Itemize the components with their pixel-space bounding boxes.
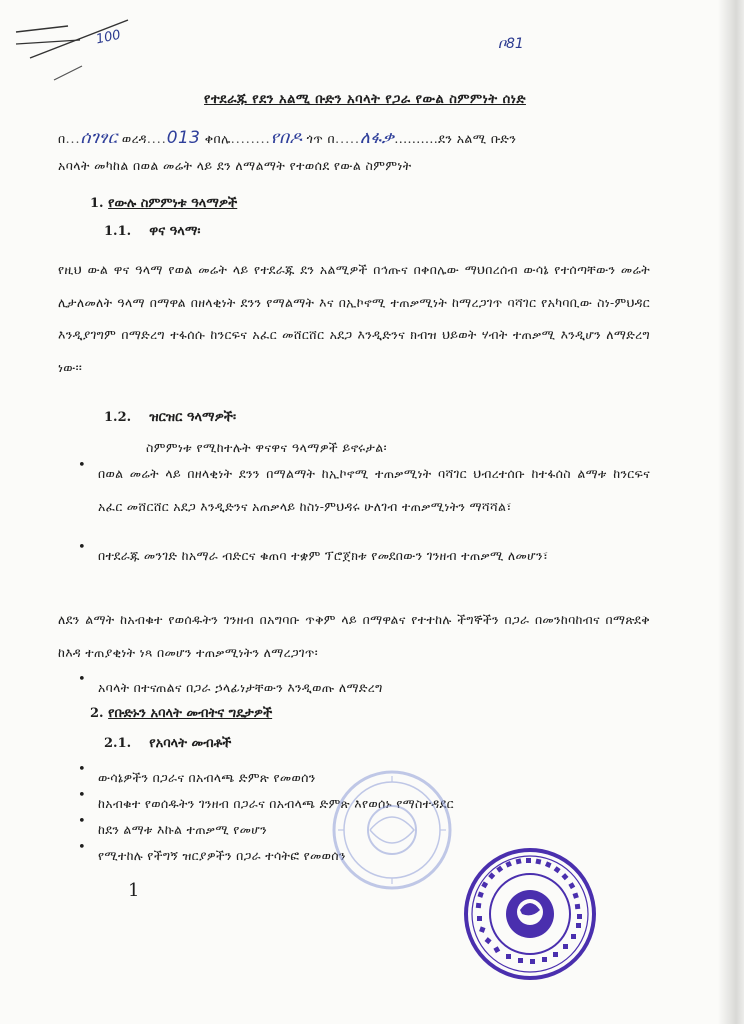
handwritten-fill-got: ለፋቃ: [360, 128, 395, 148]
dots: ....: [146, 131, 167, 146]
section-title: የውሉ ስምምነቱ ዓላማዎች: [108, 196, 238, 211]
bullet-text: የሚተከሉ የችግኝ ዝርያዎችን በጋራ ተሳትፎ የመወሰን: [98, 848, 346, 863]
subsection-1-2-heading: [104, 410, 236, 425]
loan-paragraph: ለደን ልማት ከአብቁተ የወሰዱትን ገንዘብ በአግባቡ ጥቅም ላይ በማዋልና የተተከሉ ችግኞችን በጋራ በመንከባከብና በማጽደቅ ከእዳ ተጠያቂነት ነጻ በመሆን ተጠቃሚነትን ለማረጋገጥ፡: [58, 612, 650, 660]
list-item: • ከደን ልማቱ እኩል ተጠቃሚ የመሆን: [98, 814, 618, 847]
subsection-title: የአባላት መብቶች: [149, 736, 232, 751]
subsection-1-1-heading: [104, 224, 200, 239]
bullet-text: ከአብቁተ የወሰዱትን ገንዘብ በጋራና በአብላጫ ድምጽ እየወሰኑ የማስተዳደር: [98, 796, 454, 811]
subsection-title: ዝርዝር ዓላማዎች፡: [149, 410, 237, 425]
handwritten-fill-woreda: ሰገፃር: [80, 128, 118, 148]
list-item: • ከአብቁተ የወሰዱትን ገንዘብ በጋራና በአብላጫ ድምጽ እየወሰኑ የማስተዳደር: [98, 788, 618, 821]
detailed-objectives-intro: ስምምነቱ የሚከተሉት ዋናዋና ዓላማዎች ይኖሩታል፡: [146, 440, 387, 455]
official-stamp: [462, 846, 598, 982]
intro-text: ወረዳ: [121, 131, 147, 146]
section-1-heading: [90, 196, 237, 211]
handwritten-reference: ቦ81: [498, 36, 524, 52]
intro-line-2: አባላት መካከል በወል መሬት ላይ ደን ለማልማት የተወሰደ የውል ስምምነት: [58, 158, 412, 173]
section-2-heading: [90, 706, 272, 721]
bullet-text: ከደን ልማቱ እኩል ተጠቃሚ የመሆን: [98, 822, 267, 837]
bullet-text: አባላት በተናጠልና በጋራ ኃላፊነታቸውን እንዲወጡ ለማድረግ: [98, 680, 383, 695]
subsection-2-1-heading: [104, 736, 231, 751]
dots: ........: [230, 131, 271, 146]
intro-line-1: [58, 128, 516, 148]
intro-text: በ: [58, 131, 66, 146]
faded-stamp: [330, 768, 454, 892]
pen-scribble: [10, 10, 160, 90]
bullet-text: ውሳኔዎችን በጋራና በአብላጫ ድምጽ የመወሰን: [98, 770, 316, 785]
subsection-number: 1.1.: [104, 224, 132, 239]
list-item: • የሚተከሉ የችግኝ ዝርያዎችን በጋራ ተሳትፎ የመወሰን: [98, 840, 618, 873]
subsection-number: 2.1.: [104, 736, 132, 751]
list-item: • በወል መሬት ላይ በዘላቂነት ደንን በማልማት ከኢኮኖሚ ተጠቃሚነት ባሻገር ህብረተሰቡ ከተፋሰስ ልማቱ ከንርፍና አፈር መሸርሸር አደጋ እንዲድንና አጠቃላይ ከስነ-ምህዳሩ ሁለገብ ተጠቃሚነትን ማሻሻል፣: [98, 458, 650, 523]
bullet-text: በተደራጁ መንገድ ከአማራ ብድርና ቁጠባ ተቋም ፕሮጀክቱ የመደበውን ገንዘብ ተጠቃሚ ለመሆን፣: [98, 548, 549, 563]
handwritten-fill-kebele: የበዶ: [270, 128, 303, 148]
list-item: • ውሳኔዎችን በጋራና በአብላጫ ድምጽ የመወሰን: [98, 762, 618, 795]
section-number: 2.: [90, 706, 104, 721]
main-objective-paragraph: የዚህ ውል ዋና ዓላማ የወል መሬት ላይ የተደራጁ ደን አልሚዎች በኅጡና በቀበሌው ማህበረሰብ ውሳኔ የተሰጣቸውን መሬት ሊታለመለት ዓላማ በማዋል በዘላቂነት ደንን የማልማት እና በኢኮኖሚ ተጠቃሚነት ከማረጋገጥ ባሻገር የአካባቢው ስነ-ምህዳር እንዲያገግም በማድረግ ተፋሰሱ ከንርፍና አፈር መሸርሸር አደጋ እንዲድንና ክብዝ ህይወት ሃብት ተጠቃሚ እንዲሆን ለማድረግ ነው፡፡: [58, 262, 650, 375]
section-title: የቡድኑን አባላት መብትና ግዴታዎች: [108, 706, 273, 721]
list-item: • አባላት በተናጠልና በጋራ ኃላፊነታቸውን እንዲወጡ ለማድረግ: [98, 672, 650, 705]
page-edge-shadow: [718, 0, 744, 1024]
list-item: • በተደራጁ መንገድ ከአማራ ብድርና ቁጠባ ተቋም ፕሮጀክቱ የመደበውን ገንዘብ ተጠቃሚ ለመሆን፣: [98, 540, 650, 573]
intro-text: ..........ደን አልሚ ቡድን: [394, 131, 517, 146]
intro-text: ጎጥ በ: [306, 131, 336, 146]
intro-text: ቀበሌ: [204, 131, 231, 146]
subsection-title: ዋና ዓላማ፡: [149, 224, 201, 239]
document-title: የተደራጁ የደን አልሚ ቡድን አባላት የጋራ የውል ስምምነት ሰነድ: [204, 92, 526, 107]
dots: .....: [335, 131, 360, 146]
dots: ...: [65, 131, 81, 146]
page-number: 1: [128, 880, 140, 901]
subsection-number: 1.2.: [104, 410, 132, 425]
section-number: 1.: [90, 196, 104, 211]
handwritten-fill-number: 013: [166, 128, 201, 148]
handwritten-number: 100: [94, 27, 123, 48]
bullet-text: በወል መሬት ላይ በዘላቂነት ደንን በማልማት ከኢኮኖሚ ተጠቃሚነት ባሻገር ህብረተሰቡ ከተፋሰስ ልማቱ ከንርፍና አፈር መሸርሸር አደጋ እንዲድንና አጠቃላይ ከስነ-ምህዳሩ ሁለገብ ተጠቃሚነትን ማሻሻል፣: [98, 466, 650, 514]
